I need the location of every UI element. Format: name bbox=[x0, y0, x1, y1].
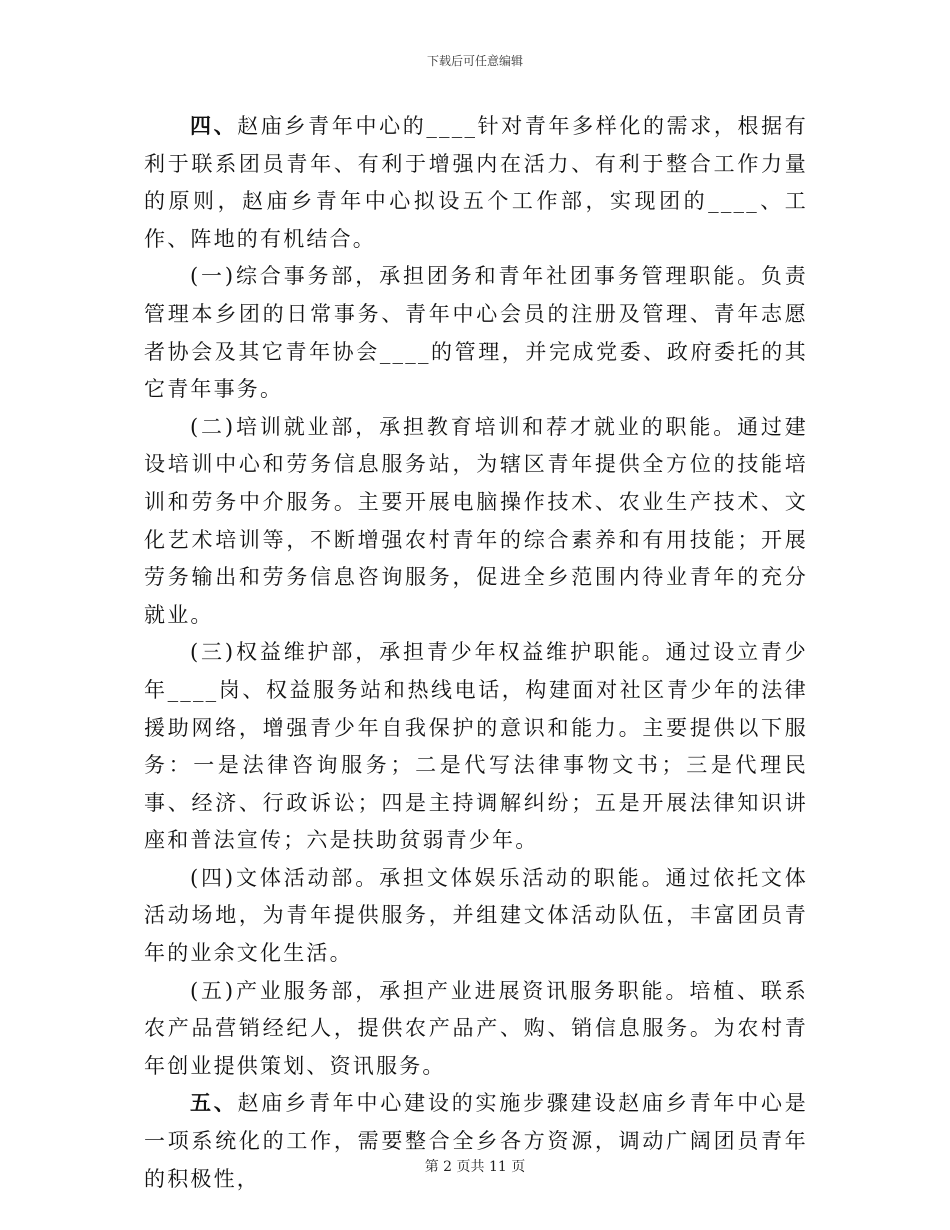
section-5-paragraph bbox=[144, 1085, 808, 1198]
paragraph-text: (三)权益维护部，承担青少年权益维护职能。通过设立青少年____岗、权益服务站和热线电话，构建面对社区青少年的法律援助网络，增强青少年自我保护的意识和能力。主要提供以下服务：一是法律咨询服务；二是代写法律事物文书；三是代理民事、经济、行政诉讼；四是主持调解纠纷；五是开展法律知识讲座和普法宣传；六是扶助贫弱青少年。 bbox=[144, 640, 808, 853]
section-4-paragraph bbox=[144, 108, 808, 258]
page-header: 下载后可任意编辑 bbox=[426, 54, 523, 68]
section-4-heading: 四、 bbox=[190, 114, 238, 138]
page-footer: 第 2 页共 11 页 bbox=[424, 1159, 526, 1175]
department-3-paragraph bbox=[144, 634, 808, 860]
paragraph-text: (一)综合事务部，承担团务和青年社团事务管理职能。负责管理本乡团的日常事务、青年中心会员的注册及管理、青年志愿者协会及其它青年协会____的管理，并完成党委、政府委托的其它青年事务。 bbox=[144, 264, 808, 402]
paragraph-text: (五)产业服务部，承担产业进展资讯服务职能。培植、联系农产品营销经纪人，提供农产品产、购、销信息服务。为农村青年创业提供策划、资讯服务。 bbox=[144, 978, 808, 1078]
department-2-paragraph bbox=[144, 409, 808, 635]
paragraph-text: 赵庙乡青年中心建设的实施步骤建设赵庙乡青年中心是一项系统化的工作，需要整合全乡各方资源，调动广阔团员青年的积极性， bbox=[144, 1091, 808, 1191]
department-1-paragraph bbox=[144, 258, 808, 408]
paragraph-text: (二)培训就业部，承担教育培训和荐才就业的职能。通过建设培训中心和劳务信息服务站，为辖区青年提供全方位的技能培训和劳务中介服务。主要开展电脑操作技术、农业生产技术、文化艺术培训等，不断增强农村青年的综合素养和有用技能；开展劳务输出和劳务信息咨询服务，促进全乡范围内待业青年的充分就业。 bbox=[144, 414, 808, 627]
section-5-heading: 五、 bbox=[190, 1091, 238, 1116]
department-5-paragraph bbox=[144, 973, 808, 1086]
document-body bbox=[144, 108, 808, 1198]
paragraph-text: (四)文体活动部。承担文体娱乐活动的职能。通过依托文体活动场地，为青年提供服务，并组建文体活动队伍，丰富团员青年的业余文化生活。 bbox=[144, 865, 808, 966]
paragraph-text: 赵庙乡青年中心的____针对青年多样化的需求，根据有利于联系团员青年、有利于增强内在活力、有利于整合工作力量的原则，赵庙乡青年中心拟设五个工作部，实现团的____、工作、阵地的有机结合。 bbox=[144, 114, 809, 251]
department-4-paragraph bbox=[144, 860, 808, 973]
